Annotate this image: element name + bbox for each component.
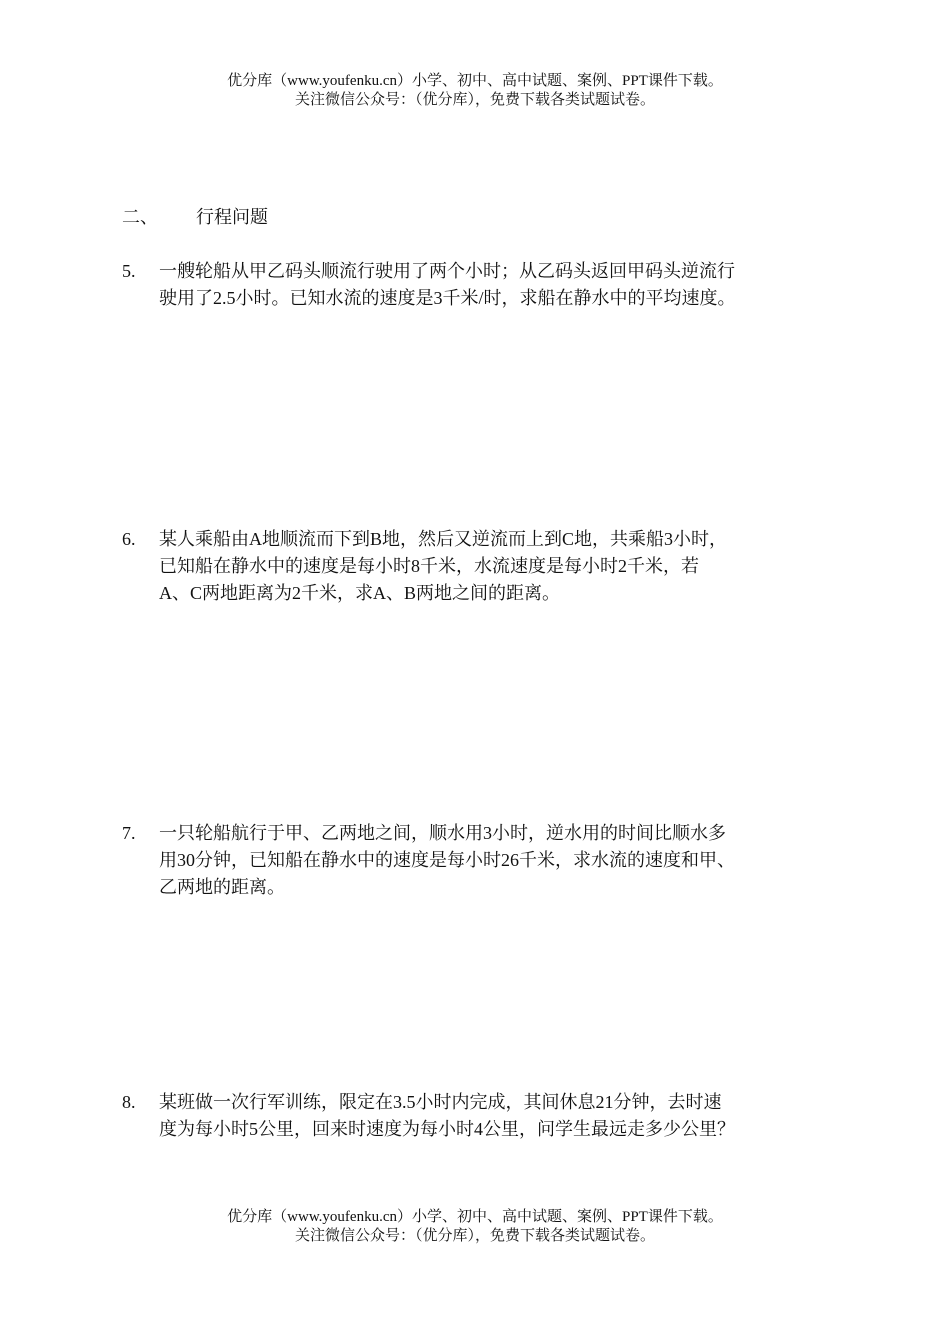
section-number: 二、	[122, 207, 158, 227]
footer-line-1: 优分库（www.youfenku.cn）小学、初中、高中试题、案例、PPT课件下载。	[227, 1209, 723, 1225]
problem-line: 用30分钟，已知船在静水中的速度是每小时26千米，求水流的速度和甲、	[159, 850, 735, 870]
problem-line: 某人乘船由A地顺流而下到B地，然后又逆流而上到C地，共乘船3小时，	[159, 529, 728, 549]
header-line-2: 关注微信公众号：（优分库），免费下载各类试题试卷。	[294, 92, 655, 108]
problem-line: A、C两地距离为2千米，求A、B两地之间的距离。	[159, 583, 561, 603]
problem-line: 度为每小时5公里，回来时速度为每小时4公里，问学生最远走多少公里？	[159, 1119, 735, 1139]
problem-text	[159, 1089, 841, 1143]
problem-8	[122, 1089, 842, 1143]
problem-7	[122, 820, 842, 901]
problem-text	[159, 258, 841, 312]
section-heading	[122, 205, 268, 229]
footer-line-2: 关注微信公众号：（优分库），免费下载各类试题试卷。	[294, 1228, 655, 1244]
problem-number: 5.	[122, 261, 136, 281]
problem-line: 一只轮船航行于甲、乙两地之间，顺水用3小时，逆水用的时间比顺水多	[159, 823, 726, 843]
problem-number: 8.	[122, 1092, 136, 1112]
problem-line: 某班做一次行军训练，限定在3.5小时内完成，其间休息21分钟，去时速	[159, 1092, 722, 1112]
header-line-1: 优分库（www.youfenku.cn）小学、初中、高中试题、案例、PPT课件下载。	[227, 73, 723, 89]
problem-line: 乙两地的距离。	[159, 877, 285, 897]
problem-line: 一艘轮船从甲乙码头顺流行驶用了两个小时；从乙码头返回甲码头逆流行	[159, 261, 735, 281]
page-footer	[0, 1208, 950, 1246]
page-header	[0, 72, 950, 110]
problem-number: 6.	[122, 529, 136, 549]
problem-text	[159, 820, 841, 901]
problem-line: 已知船在静水中的速度是每小时8千米，水流速度是每小时2千米，若	[159, 556, 699, 576]
section-title-text: 行程问题	[196, 207, 268, 227]
problem-number: 7.	[122, 823, 136, 843]
problem-6	[122, 526, 842, 607]
problem-text	[159, 526, 841, 607]
problem-line: 驶用了2.5小时。已知水流的速度是3千米/时，求船在静水中的平均速度。	[159, 288, 736, 308]
problem-5	[122, 258, 842, 312]
